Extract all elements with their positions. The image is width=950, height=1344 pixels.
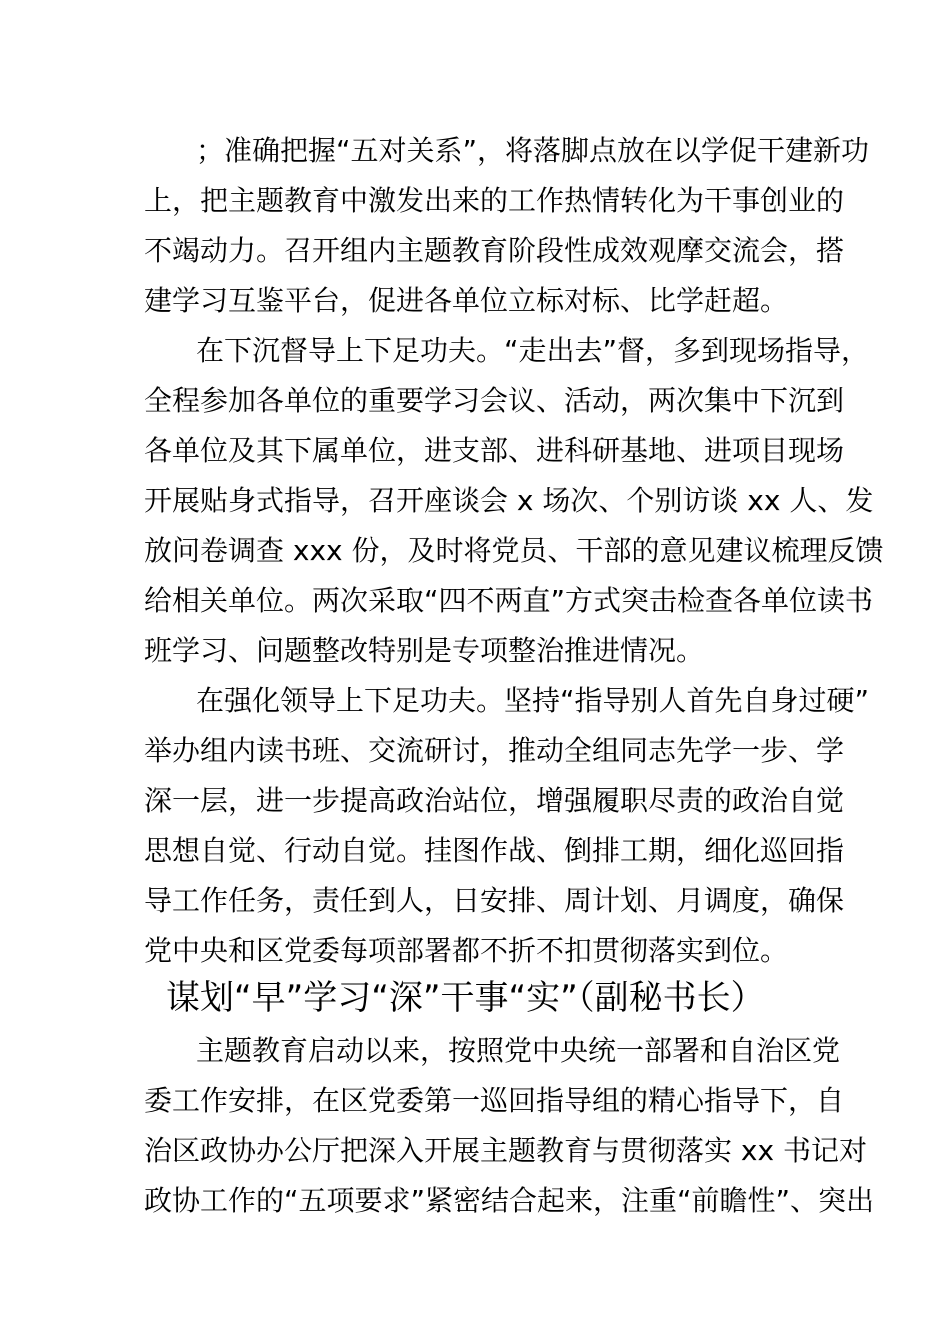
paragraph-line: 开展贴身式指导，召开座谈会 x 场次、个别访谈 xx 人、发 [144,484,874,517]
paragraph-line: 不竭动力。召开组内主题教育阶段性成效观摩交流会，搭 [144,234,845,267]
paragraph-line: 建学习互鉴平台，促进各单位立标对标、比学赶超。 [144,284,789,317]
paragraph-line: 深一层，进一步提高政治站位，增强履职尽责的政治自觉 [144,784,845,817]
paragraph-line: 全程参加各单位的重要学习会议、活动，两次集中下沉到 [144,384,845,417]
paragraph-line: 政协工作的“五项要求”紧密结合起来，注重“前瞻性”、突出 [144,1184,875,1217]
paragraph-line: 给相关单位。两次采取“四不两直”方式突击检查各单位读书 [144,584,874,617]
paragraph-line: 各单位及其下属单位，进支部、进科研基地、进项目现场 [144,434,845,467]
paragraph-line: 主题教育启动以来，按照党中央统一部署和自治区党 [196,1034,841,1067]
paragraph-line: ；准确把握“五对关系”，将落脚点放在以学促干建新功 [196,134,870,167]
paragraph-line: 委工作安排，在区党委第一巡回指导组的精心指导下，自 [144,1084,845,1117]
paragraph-line: 放问卷调查 xxx 份，及时将党员、干部的意见建议梳理反馈 [144,534,884,567]
paragraph-line: 导工作任务，责任到人，日安排、周计划、月调度，确保 [144,884,845,917]
paragraph-line: 举办组内读书班、交流研讨，推动全组同志先学一步、学 [144,734,845,767]
paragraph-line: 班学习、问题整改特别是专项整治推进情况。 [144,634,705,667]
paragraph-line: 党中央和区党委每项部署都不折不扣贯彻落实到位。 [144,934,789,967]
paragraph-line: 在强化领导上下足功夫。坚持“指导别人首先自身过硬” [196,684,870,717]
paragraph-line: 上，把主题教育中激发出来的工作热情转化为干事创业的 [144,184,845,217]
paragraph-line: 治区政协办公厅把深入开展主题教育与贯彻落实 xx 书记对 [144,1134,867,1167]
paragraph-line: 思想自觉、行动自觉。挂图作战、倒排工期，细化巡回指 [144,834,845,867]
section-heading: 谋划“早”学习“深”干事“实”（副秘书长） [166,978,765,1018]
paragraph-line: 在下沉督导上下足功夫。“走出去”督，多到现场指导， [196,334,870,367]
